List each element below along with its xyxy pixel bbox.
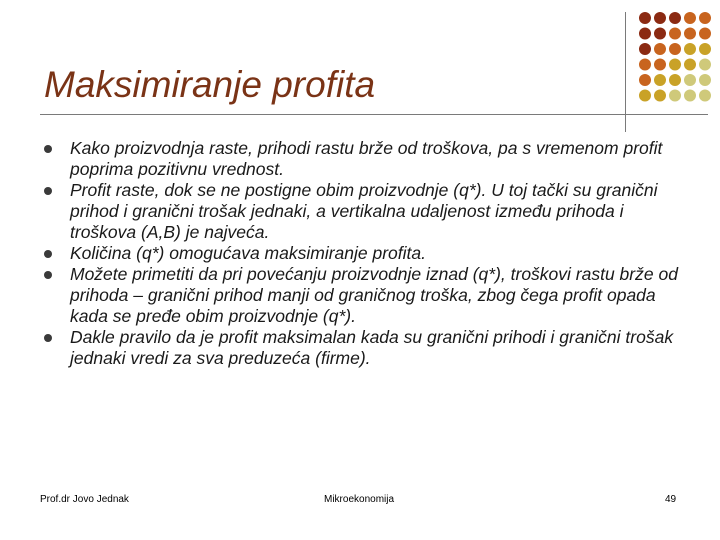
decorative-dot <box>639 43 651 55</box>
bullet-list <box>44 138 684 369</box>
decorative-dot <box>654 28 666 40</box>
decorative-dot <box>654 90 666 102</box>
decorative-dot <box>684 12 696 24</box>
footer-author: Prof.dr Jovo Jednak <box>40 494 129 505</box>
footer-page-number: 49 <box>665 494 677 505</box>
bullet-text: Možete primetiti da pri povećanju proizvodnje iznad (q*), troškovi rastu brže od prihoda – granični prihod manji od graničnog troška, zbog čega profit opada kada se pređe obim proizvodnje (q*). <box>70 264 678 326</box>
bullet-item <box>44 243 684 264</box>
slide-title: Maksimiranje profita <box>44 64 376 105</box>
decorative-dot <box>639 28 651 40</box>
bullet-icon <box>44 187 52 195</box>
decorative-dot <box>684 43 696 55</box>
decorative-dot <box>699 12 711 24</box>
decorative-dot <box>654 43 666 55</box>
bullet-text: Profit raste, dok se ne postigne obim proizvodnje (q*). U toj tački su granični prihod i granični trošak jednaki, a vertikalna udaljenost između prihoda i troškova (A,B) je najveća. <box>70 180 658 242</box>
decorative-dot <box>669 74 681 86</box>
bullet-icon <box>44 145 52 153</box>
bullet-text: Kako proizvodnja raste, prihodi rastu brže od troškova, pa s vremenom profit poprima pozitivnu vrednost. <box>70 138 663 179</box>
decorative-dot <box>699 43 711 55</box>
decorative-dot <box>699 74 711 86</box>
footer-subject: Mikroekonomija <box>324 494 395 505</box>
decorative-dot <box>684 28 696 40</box>
decorative-dot <box>654 74 666 86</box>
decorative-dot <box>684 74 696 86</box>
decorative-dot <box>699 90 711 102</box>
decorative-dot-grid <box>638 10 718 110</box>
decorative-dot <box>639 12 651 24</box>
decorative-dot <box>654 12 666 24</box>
bullet-item <box>44 138 684 180</box>
decorative-dot <box>639 90 651 102</box>
decorative-dot <box>669 12 681 24</box>
decorative-dot <box>654 59 666 71</box>
decorative-dot <box>699 59 711 71</box>
decorative-dot <box>639 74 651 86</box>
decorative-dot <box>699 28 711 40</box>
bullet-item <box>44 264 684 327</box>
decorative-dot <box>669 59 681 71</box>
bullet-icon <box>44 250 52 258</box>
bullet-icon <box>44 271 52 279</box>
decorative-dot <box>669 90 681 102</box>
decorative-dot <box>684 90 696 102</box>
bullet-text: Količina (q*) omogućava maksimiranje profita. <box>70 243 426 263</box>
decorative-dot <box>639 59 651 71</box>
bullet-item <box>44 327 684 369</box>
decorative-dot <box>684 59 696 71</box>
bullet-item <box>44 180 684 243</box>
decorative-dot <box>669 43 681 55</box>
decorative-dot <box>669 28 681 40</box>
bullet-icon <box>44 334 52 342</box>
horizontal-divider <box>40 114 708 115</box>
bullet-text: Dakle pravilo da je profit maksimalan kada su granični prihodi i granični trošak jednaki vredi za sva preduzeća (firme). <box>70 327 674 368</box>
